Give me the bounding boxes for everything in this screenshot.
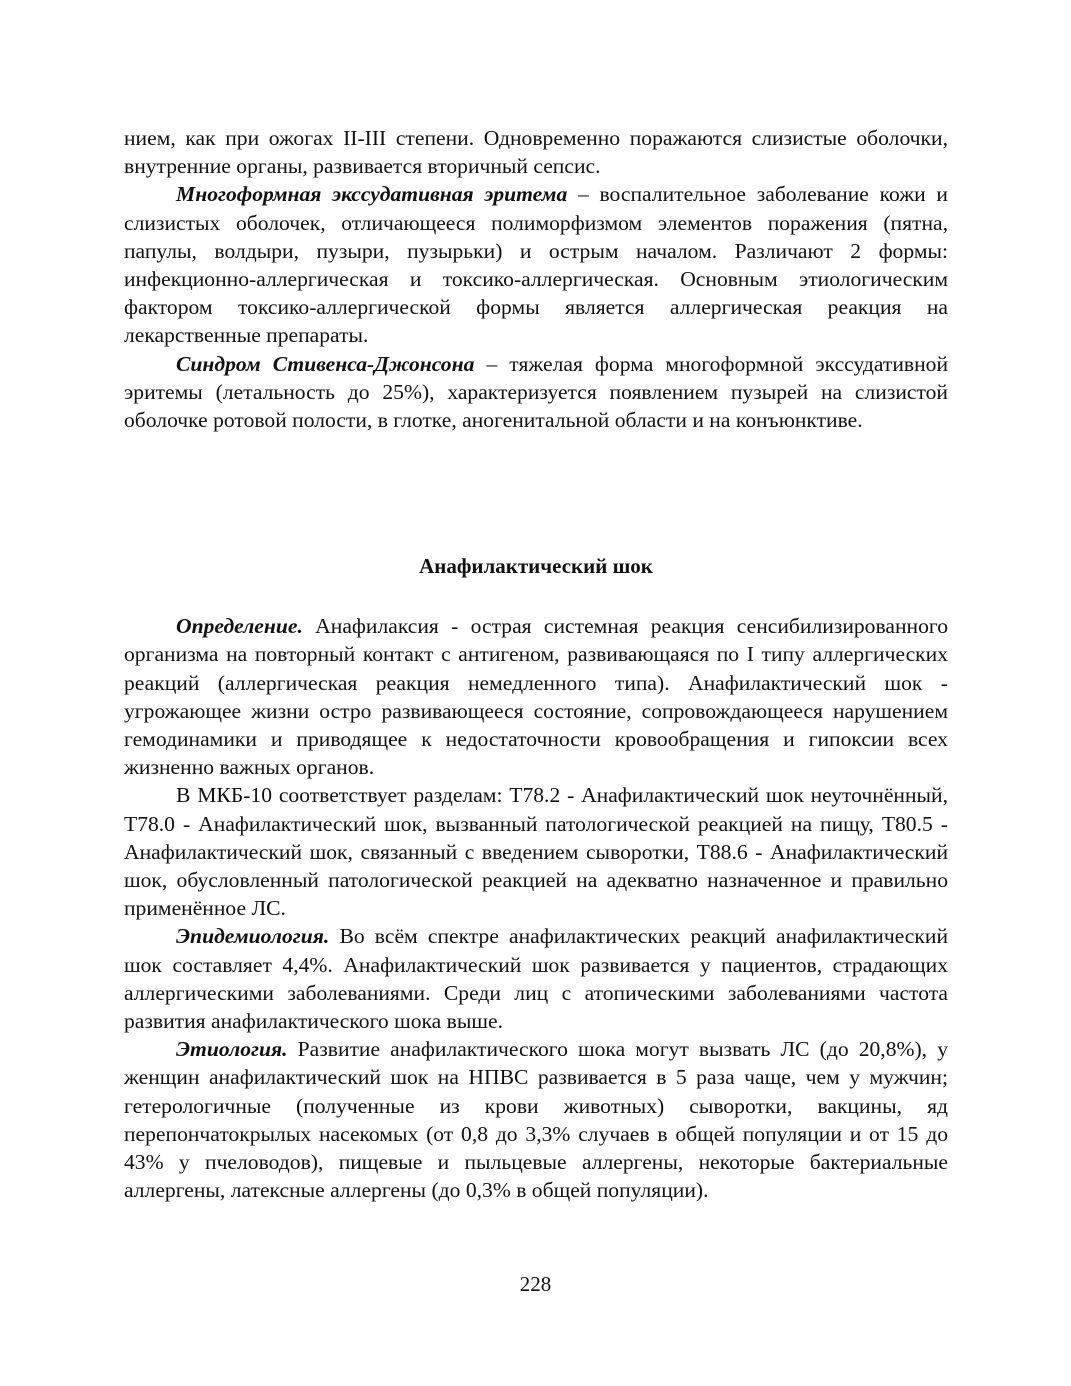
paragraph-stevens-johnson xyxy=(124,350,948,435)
paragraph-erythema-multiforme xyxy=(124,180,948,349)
paragraph-continuation xyxy=(124,124,948,180)
paragraph-etiology xyxy=(124,1035,948,1204)
paragraph-text: нием, как при ожогах II-III степени. Одновременно поражаются слизистые оболочки, внутренние органы, развивается вторичный сепсис. xyxy=(124,126,948,179)
paragraph-text: В МКБ-10 соответствует разделам: T78.2 - Анафилактический шок неуточнённый, T78.0 - Анафилактический шок, вызванный патологической реакцией на пищу, T80.5 - Анафилактический шок, связанный с введением сыворотки, T88.6 - Анафилактический шок, обусловленный патологической реакцией на адекватно назначенное и правильно применённое ЛС. xyxy=(124,783,948,921)
section-title: Анафилактический шок xyxy=(419,554,653,579)
paragraph-icd10 xyxy=(124,781,948,922)
term-heading: Определение. xyxy=(176,614,303,639)
term-heading: Многоформная экссудативная эритема xyxy=(176,182,568,207)
paragraph-definition xyxy=(124,612,948,781)
paragraph-text: Развитие анафилактического шока могут вызвать ЛС (до 20,8%), у женщин анафилактический шок на НПВС развивается в 5 раза чаще, чем у мужчин; гетерологичные (полученные из крови животных) сыворотки, вакцины, яд перепончатокрылых насекомых (от 0,8 до 3,3% случаев в общей популяции и от 15 до 43% у пчеловодов), пищевые и пыльцевые аллергены, некоторые бактериальные аллергены, латексные аллергены (до 0,3% в общей популяции). xyxy=(124,1037,948,1203)
page-body xyxy=(124,124,948,1205)
paragraph-text: Анафилаксия - острая системная реакция сенсибилизированного организма на повторный контакт с антигеном, развивающаяся по I типу аллергических реакций (аллергическая реакция немедленного типа). Анафилактический шок - угрожающее жизни остро развивающееся состояние, сопровождающееся нарушением гемодинамики и приводящее к недостаточности кровообращения и гипоксии всех жизненно важных органов. xyxy=(124,614,948,780)
title-spacer xyxy=(124,580,948,612)
paragraph-text: – воспалительное заболевание кожи и слизистых оболочек, отличающееся полиморфизмом элементов поражения (пятна, папулы, волдыри, пузыри, пузырьки) и острым началом. Различают 2 формы: инфекционно-аллергическая и токсико-аллергическая. Основным этиологическим фактором токсико-аллергической формы является аллергическая реакция на лекарственные препараты. xyxy=(124,182,948,348)
term-heading: Синдром Стивенса-Джонсона xyxy=(176,351,475,376)
page-number: 228 xyxy=(519,1272,552,1296)
section-spacer xyxy=(124,434,948,552)
term-heading: Этиология. xyxy=(176,1037,288,1062)
paragraph-text: Во всём спектре анафилактических реакций анафилактический шок составляет 4,4%. Анафилактический шок развивается у пациентов, страдающих аллергическими заболеваниями. Среди лиц с атопическими заболеваниями частота развития анафилактического шока выше. xyxy=(124,924,948,1034)
term-heading: Эпидемиология. xyxy=(176,924,330,949)
paragraph-epidemiology xyxy=(124,922,948,1035)
paragraph-text: – тяжелая форма многоформной экссудативной эритемы (летальность до 25%), характеризуется появлением пузырей на слизистой оболочке ротовой полости, в глотке, аногенитальной области и на конъюнктиве. xyxy=(124,351,948,433)
